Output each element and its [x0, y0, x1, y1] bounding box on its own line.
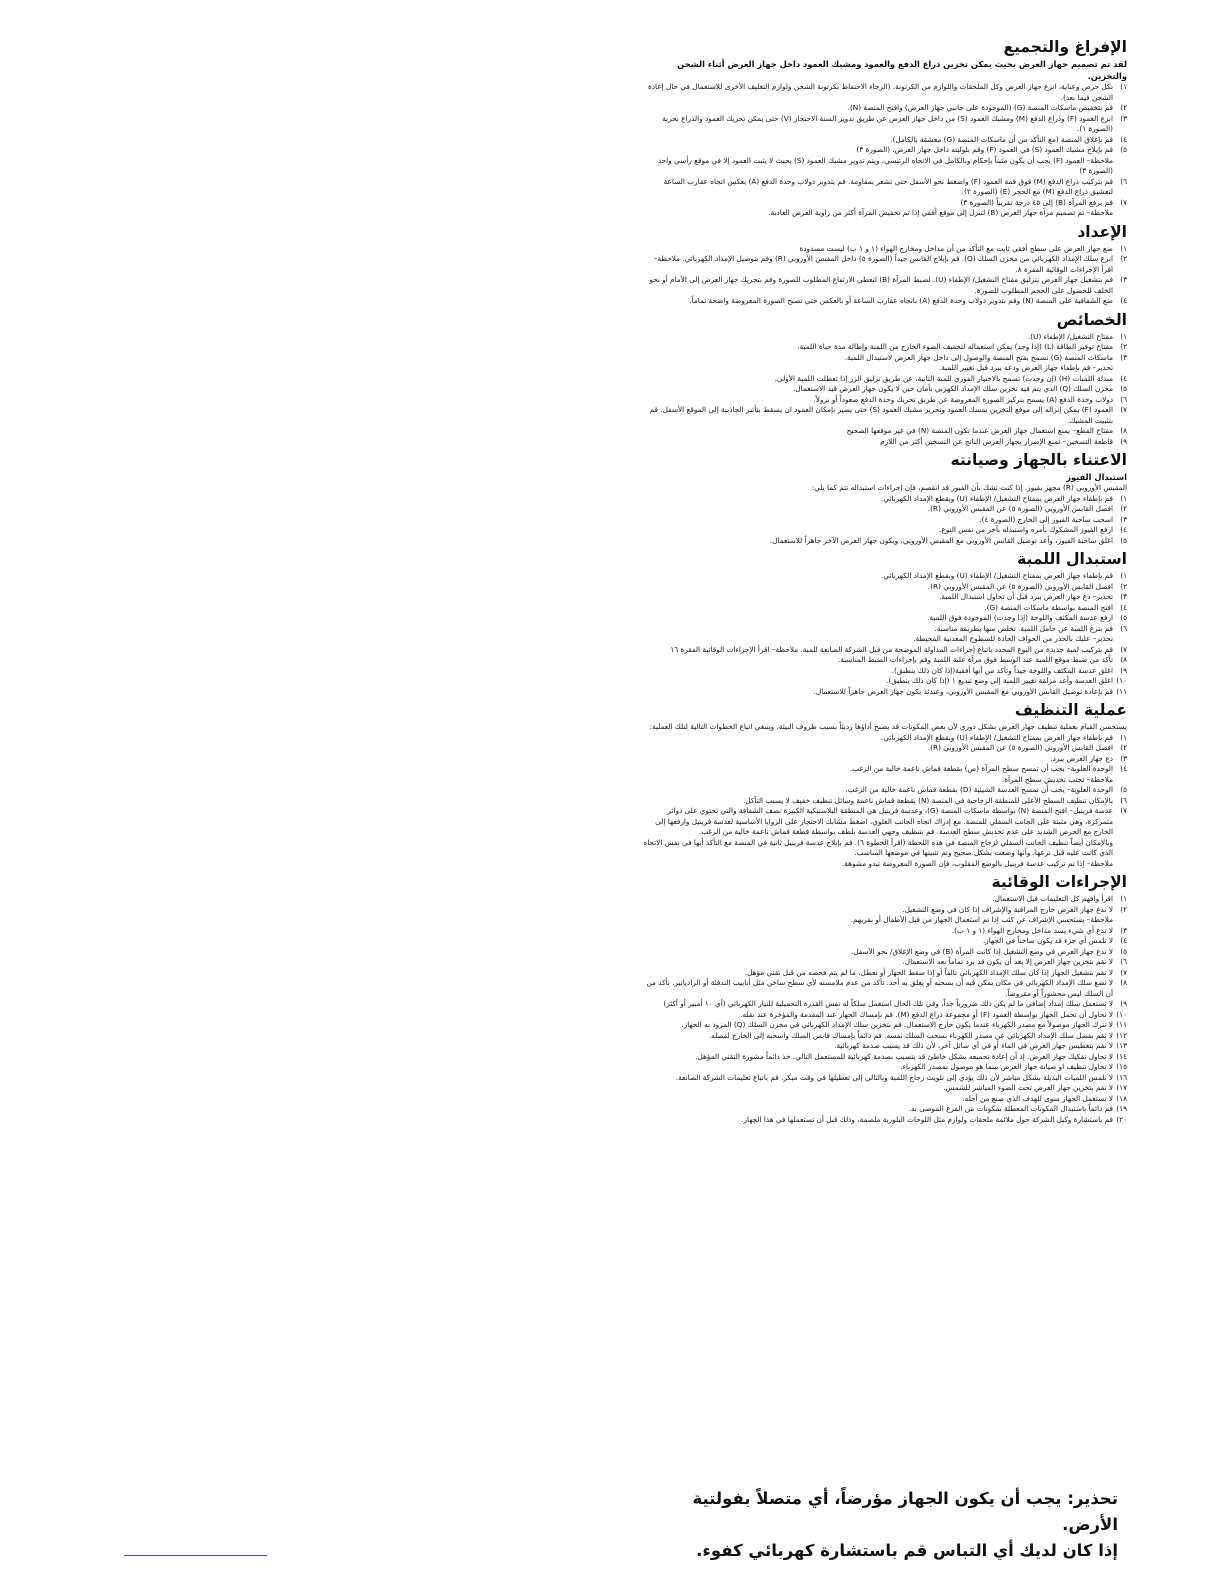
list-item — [640, 536, 1127, 547]
section-title: الاعتناء بالجهاز وصيانته — [950, 451, 1127, 469]
item-number: ٦) — [1120, 957, 1127, 966]
list-item — [640, 103, 1127, 114]
grounding-warning — [640, 1486, 1118, 1564]
item-text: قم بإيلاج مشبك العمود (S) في العمود (F) وقم بلولبته داخل جهاز العرض. (الصورة ٣) — [856, 145, 1113, 154]
item-number: ١٠) — [1116, 676, 1127, 685]
list-item — [640, 353, 1127, 374]
item-number: ٨) — [1120, 655, 1127, 664]
list-item — [640, 947, 1127, 958]
list-item — [640, 592, 1127, 603]
item-number: ١٦) — [1116, 1072, 1127, 1082]
list-item — [640, 145, 1127, 177]
item-number: ٤) — [1120, 296, 1127, 305]
item-text: اغلق ساحبة الفيوز، وأعد توصيل القابس الأوروبي مع المقبس الأوروبي، ويكون جهاز العرض الآخر جاهزاً للاستعمال. — [769, 535, 1113, 545]
item-text: قم بنزع اللمبة عن حامل اللمبة. تخلص منها بطريقة مناسبة. — [934, 623, 1113, 633]
warning-line-2: إذا كان لديك أي التباس قم باستشارة كهربائي كفوء. — [696, 1541, 1118, 1560]
item-number: ٢) — [1120, 342, 1127, 351]
section-title: استبدال اللمبة — [1017, 550, 1127, 568]
item-text: مفتاح توفير الطاقة (L) (إذا وجد) يمكن استعماله لتخفيف الضوء الخارج من اللمبة وإطالة مدة حياة اللمبة. — [797, 342, 1113, 351]
list-item — [640, 796, 1127, 807]
item-note: ملاحظة– يستحسن الإشراف عن كثب إذا تم استعمال الجهاز من قبل الأطفال أو بقربهم. — [850, 915, 1113, 924]
item-text: مخزن السلك (Q) الذي يتم فيه تخزين سلك الإمداد الكهربي بأمان حين لا يكون جهاز العرض قيد الاستعمال. — [793, 384, 1113, 393]
item-text: ماسكات المنصة (G) تسمح بفتح المنصة والوصول إلى داخل جهاز العرض لاستبدال اللمبة. — [844, 352, 1113, 362]
item-number: ٥) — [1120, 535, 1127, 545]
section-6 — [640, 700, 1127, 869]
item-number: ١٤) — [1116, 1051, 1127, 1061]
item-text: لا تستعمل الجهاز سوى للهدف الذي صنع من أجله. — [962, 1093, 1113, 1103]
item-text: لا تلمس اللمبات البديلة بشكل مباشر لأن ذلك يؤدي إلى تلويث زجاج اللمبة وبالتالي إلى تعطيلها في وقت مبكر. قم باتباع تعليمات الشركة الصانعة. — [675, 1072, 1113, 1082]
item-number: ٢) — [1120, 504, 1127, 513]
list-item — [640, 1062, 1127, 1073]
item-number: ٦) — [1120, 176, 1127, 186]
list-item — [640, 1094, 1127, 1105]
item-number: ٦) — [1120, 795, 1127, 805]
item-note: ملاحظة– تجنب تخديش سطح المرآة. — [1001, 774, 1113, 784]
item-text: قم بإطفاء جهاز العرض بمفتاح التشغيل/ الإطفاء (U) وبقطع الإمداد الكهربائي. — [881, 571, 1113, 580]
list-item — [640, 571, 1127, 582]
section-subtitle: استبدال الفيوز — [1066, 472, 1127, 482]
item-number: ٢) — [1120, 904, 1127, 914]
list-item — [640, 582, 1127, 593]
list-item — [640, 114, 1127, 135]
item-number: ٣) — [1120, 925, 1127, 935]
item-text: قم برفع المرآة (B) إلى ٤٥ درجة تقريباً (الصورة ٣) — [960, 197, 1113, 207]
item-number: ٩) — [1120, 436, 1127, 446]
item-text: ضع جهاز العرض على سطح أفقي ثابت مع التأكد من أن مداخل ومخارج الهواء (١ و ١ ب) ليست مسدودة — [799, 243, 1113, 253]
item-number: ١٣) — [1116, 1041, 1127, 1050]
section-1 — [640, 37, 1127, 219]
item-number: ٣) — [1120, 275, 1127, 284]
item-text: لا تضع سلك الإمداد الكهربائي في مكان يمكن فيه أن يسحبه أو يعلق به أحد. تأكد من عدم ملامسته لأي سطح ساخن مثل أنابيب التدفئة أو الرادياتير. تأكد من أن السلك ليس محشوراً أو مقروصاً. — [646, 978, 1113, 998]
item-text: افتح المنصة بواسطة ماسكات المنصة (G). — [984, 602, 1113, 612]
section-title: عملية التنظيف — [1014, 701, 1127, 719]
item-number: ٧) — [1120, 405, 1127, 414]
item-note: تحذير– عليك بالحذر من الحواف الحادة للسطوح المعدنية المحيطة. — [913, 634, 1113, 643]
numbered-list — [640, 332, 1127, 448]
item-number: ٨) — [1120, 978, 1127, 987]
list-item — [640, 926, 1127, 937]
item-text: افصل القابس الأوروبي (الصورة ٥) عن المقبس الأوروبي (R). — [927, 581, 1113, 591]
item-number: ١٠) — [1116, 1009, 1127, 1019]
item-number: ٥) — [1120, 384, 1127, 393]
section-paragraph: يستحسن القيام بعملية تنظيف جهاز العرض بشكل دوري لأن بعض المكونات قد يصبح أداؤها رديئاً بسبب ظروف البيئة. وينبغي اتباع الخطوات التالية لتلك العملية: — [649, 722, 1127, 731]
section-7 — [640, 872, 1127, 1125]
list-item — [640, 1020, 1127, 1031]
item-number: ٧) — [1120, 644, 1127, 654]
warning-line-1: تحذير: يجب أن يكون الجهاز مؤرضاً، أي متصلاً بفولتية الأرض. — [692, 1489, 1118, 1534]
list-item — [640, 275, 1127, 296]
item-number: ١٢) — [1116, 1030, 1127, 1040]
item-number: ٣) — [1120, 352, 1127, 362]
item-number: ١٧) — [1116, 1083, 1127, 1092]
item-text: لا تقم بفصل سلك الإمداد الكهربائي عن مصدر الكهرباء بسحب السلك نفسه. قم دائماً بإمساك قابس السلك واسحبه إلى الخارج لفصله. — [708, 1030, 1113, 1040]
item-text: لا تقم بتشغيل الجهاز إذا كان سلك الإمداد الكهربائي تالفاً أو إذا سقط الجهاز أو تعطل، ما لم يتم فحصه من قبل تقني مؤهل. — [744, 967, 1113, 977]
item-number: ٧) — [1120, 806, 1127, 815]
item-text: ارفع الفيوز المشكوك بأمره واستبدله بآخر من نفس النوع. — [939, 525, 1113, 534]
item-number: ٤) — [1120, 373, 1127, 383]
numbered-list — [640, 571, 1127, 697]
list-item — [640, 437, 1127, 448]
item-text: الوحدة العلوية– يجب أن تمسح سطح المرآة (ص) بقطعة قماش ناعمة خالية من الزغب. — [849, 764, 1113, 773]
item-text: اقرأ وافهم كل التعليمات قبل الاستعمال. — [992, 894, 1113, 903]
list-item — [640, 374, 1127, 385]
item-text: دولاب وحدة الدفع (A) يسمح بتركيز الصورة المعروضة عن طريق تحريك وحدة الدفع صعوداً أو نزولاً. — [813, 394, 1113, 404]
item-number: ٣) — [1120, 113, 1127, 123]
item-text: مبدلة اللمبات (H) (إن وجدت) تسمح بالاختيار الفوري للمبة الثانية، عن طريق تزليق الزر إذا تعطلت اللمبة الأولى. — [774, 373, 1113, 383]
item-number: ٩) — [1120, 665, 1127, 675]
item-text: لا تستعمل سلك إمداد إضافي ما لم يكن ذلك ضرورياً جداً، وفي تلك الحال استعمل سلكاً له نفس القدرة التحميلية للتيار الكهربائي (أي ١٠ أمبير أو أكثر) — [663, 999, 1113, 1008]
item-text: لا تقم بتغطيس جهاز العرض في الماء أو في أي سائل آخر، لأن ذلك قد يسبب صدمة كهربائية. — [834, 1041, 1113, 1050]
section-5 — [640, 549, 1127, 697]
item-note: تحذير– قم بإطفاء جهاز العرض ودعه يبرد قبل تغيير اللمبة. — [938, 363, 1113, 372]
section-title: الإعداد — [1077, 222, 1127, 241]
item-text: الوحدة العلوية– يجب أن تمسح العدسة الشيئية (D) بقطعة قماش ناعمة خالية من الزغب. — [845, 785, 1113, 794]
item-number: ١٨) — [1116, 1093, 1127, 1103]
item-text: قم باستشارة وكيل الشركة حول ملائمة ملحقات ولوازم مثل اللوحات البلورية ملصمة، وذلك قبل أن تستعملها في هذا الجهاز. — [741, 1114, 1113, 1124]
footer-rule — [124, 1555, 267, 1556]
list-item — [640, 296, 1127, 307]
list-item — [640, 135, 1127, 146]
item-text: لا تقم بتخزين جهاز العرض إلا بعد أن يكون قد برد تماماً بعد الاستعمال. — [902, 957, 1113, 966]
list-item — [640, 754, 1127, 765]
list-item — [640, 1104, 1127, 1115]
list-item — [640, 624, 1127, 645]
list-item — [640, 504, 1127, 515]
list-item — [640, 395, 1127, 406]
list-item — [640, 515, 1127, 526]
numbered-list — [640, 82, 1127, 219]
list-item — [640, 384, 1127, 395]
item-number: ٩) — [1120, 999, 1127, 1008]
item-number: ٢) — [1120, 743, 1127, 752]
section-3 — [640, 310, 1127, 448]
item-text: لا تدع جهاز العرض خارج المراقبة والإشراف إذا كان في وضع التشغيل. — [902, 904, 1113, 914]
item-number: ١) — [1120, 732, 1127, 742]
item-text: قم بإطفاء جهاز العرض بمفتاح التشغيل/ الإطفاء (U) وبقطع الإمداد الكهربائي. — [881, 732, 1113, 742]
item-number: ١٥) — [1116, 1062, 1127, 1071]
section-4 — [640, 450, 1127, 546]
item-note: ملاحظة– العمود (F) يجب أن يكون مثبتاً بإحكام وبالكامل في الاتجاه الرئيسي، ويتم تدوير مشبك العمود (S) بحيث لا يثبت العمود إلا في موقع رأسي واحد (الصورة ٣) — [657, 155, 1113, 175]
list-item — [640, 645, 1127, 656]
list-item — [640, 332, 1127, 343]
item-text: مفتاح القطع– يمنع استعمال جهاز العرض عندما تكون المنصة (N) في غير موقعها الصحيح — [846, 426, 1113, 435]
section-title: الإفراغ والتجميع — [1003, 38, 1127, 56]
item-text: لا تقم بتخزين جهاز العرض تحت الضوء المباشر للشمس. — [943, 1083, 1113, 1092]
item-text: افصل القابس الأوروبي (الصورة ٥) عن المقبس الأوروبي (R). — [927, 504, 1113, 513]
list-item — [640, 613, 1127, 624]
list-item — [640, 936, 1127, 947]
section-title: الإجراءات الوقائية — [991, 873, 1127, 891]
list-item — [640, 666, 1127, 677]
list-item — [640, 905, 1127, 926]
item-text: قم بإغلاق المنصة (مع التأكد من أن ماسكات المنصة (G) معشقة بالكامل). — [890, 134, 1113, 144]
item-text: تحذير– دع جهاز العرض يبرد قبل أن تحاول استبدال اللمبة. — [939, 592, 1113, 601]
item-text: قم دائماً باستبدال المكونات المعطلة بمكونات من الفرع الموصى به. — [908, 1104, 1113, 1113]
list-item — [640, 177, 1127, 198]
item-number: ١) — [1120, 82, 1127, 91]
item-number: ٧) — [1120, 967, 1127, 977]
item-text: لا تلمس أي جزء قد يكون ساخناً في الجهاز. — [982, 936, 1113, 945]
item-text: مفتاح التشغيل/ الإطفاء (U). — [1027, 331, 1113, 341]
list-item — [640, 1031, 1127, 1042]
list-item — [640, 655, 1127, 666]
list-item — [640, 1115, 1127, 1126]
list-item — [640, 603, 1127, 614]
list-item — [640, 687, 1127, 698]
item-text: العمود (F) يمكن إنزاله إلى موقع التخزين بمسك العمود وتحرير مشبك العمود (S) حتى يصير بإمكان العمود ان يسقط بتأثير الجاذبية إلى الموقع الأسفل. قم بتثبيت المشبك. — [649, 405, 1113, 425]
item-text: تأكد من ضبط موقع اللمبة عند الوسط فوق مرآة علبة اللمبة وقم بإجراءات الضبط المناسبة. — [837, 655, 1113, 664]
list-item — [640, 743, 1127, 754]
item-number: ٣) — [1120, 753, 1127, 763]
list-item — [640, 1010, 1127, 1021]
numbered-list — [640, 244, 1127, 307]
item-number: ٥) — [1120, 145, 1127, 154]
item-number: ٢٠) — [1116, 1114, 1127, 1124]
list-item — [640, 254, 1127, 275]
item-text: قم بإطفاء جهاز العرض بمفتاح التشغيل/ الإطفاء (U) وبقطع الإمداد الكهربائي. — [881, 493, 1113, 503]
item-number: ٢) — [1120, 103, 1127, 112]
item-number: ٤) — [1120, 134, 1127, 144]
item-number: ١١) — [1116, 686, 1127, 696]
list-item — [640, 198, 1127, 219]
item-text: قم بتخفيض ماسكات المنصة (G) (الموجودة على جانبي جهاز العرض) وافتح المنصة (N). — [847, 103, 1113, 112]
item-text: بكل حرص وعناية، انزع جهاز العرض وكل الملحقات واللوازم من الكرتونة. (الرجاء الاحتفاظ بكرتونة الشحن ولوازم التغليف الأخرى للاستعمال في حال إعادة الشحن فيما بعد). — [647, 82, 1113, 102]
item-text: قاطعة التسخين– تمنع الإضرار بجهاز العرض الناتج عن التسخين أكثر من اللازم — [880, 436, 1113, 446]
list-item — [640, 426, 1127, 437]
item-number: ٣) — [1120, 514, 1127, 524]
item-number: ٦) — [1120, 623, 1127, 633]
item-number: ٥) — [1120, 785, 1127, 794]
item-text: انزع سلك الإمداد الكهربائي من مخزن السلك (Q). قم بإيلاج القابس جيداً (الصورة ٥) داخل المقبس الأوروبي (R) وقم بتوصيل الإمداد الكهربائي. ملاحظة– اقرأ الإجراءات الوقائية الفقرة ٨. — [653, 254, 1113, 274]
section-intro: لقد تم تصميم جهاز العرض بحيث يمكن تخزين ذراع الدفع والعمود ومشبك العمود داخل جهاز العرض أثناء الشحن والتخزين. — [677, 59, 1127, 81]
section-2 — [640, 222, 1127, 307]
manual-document — [640, 34, 1127, 1532]
item-text: بالإمكان تنظيف السطح الأعلى للمنطقة الزجاجية في المنصة (N) بقطعة قماش ناعمة وسائل تنظيف خفيف لا يسبب التآكل. — [743, 795, 1113, 805]
item-text: لا تحاول أن تحمل الجهاز بواسطة العمود (F) أو مجموعة ذراع الدفع (M). قم بإمساك الجهاز عند المقدمة والمؤخرة عند نقله. — [740, 1009, 1113, 1019]
list-item — [640, 1041, 1127, 1052]
item-number: ٦) — [1120, 394, 1127, 404]
item-text: افصل القابس الأوروبي (الصورة ٥) عن المقبس الأوروبي (R). — [927, 743, 1113, 752]
item-number: ٣) — [1120, 592, 1127, 601]
list-item — [640, 957, 1127, 968]
item-number: ٧) — [1120, 197, 1127, 207]
list-item — [640, 764, 1127, 785]
list-item — [640, 1052, 1127, 1063]
list-item — [640, 1083, 1127, 1094]
item-number: ٤) — [1120, 764, 1127, 773]
item-number: ٤) — [1120, 936, 1127, 945]
item-text: ارفع عدسة المكثف واللوحة (إذا وجدت) الموجودة فوق اللمبة. — [927, 613, 1113, 622]
list-item — [640, 978, 1127, 999]
item-note: ملاحظة– تم تصميم مرآة جهاز العرض (B) لتنزل إلى موقع أفقي إذا تم تخفيض المرآة أكثر من زاوية العرض العادية. — [768, 208, 1113, 217]
list-item — [640, 494, 1127, 505]
list-item — [640, 342, 1127, 353]
item-number: ٨) — [1120, 426, 1127, 435]
item-text: لا تحاول تفكيك جهاز العرض. إذ أن إعادة تجميعه بشكل خاطئ قد يتسبب بصدمة كهربائية للمستعمل التالي. خذ دائماً مشورة التقني المؤهل. — [695, 1051, 1113, 1061]
list-item — [640, 405, 1127, 426]
item-text: قم بإعادة توصيل القابس الأوروبي مع المقبس الأوروبي، وعندئذ يكون جهاز العرض جاهزاً للاستعمال. — [813, 686, 1113, 696]
section-paragraph: المقبس الأوروبي (R) مجهز بفيوز. إذا كنت تشك بأن الفيوز قد انقصم، فإن إجراءات استبداله تتم كما يلي: — [811, 483, 1127, 492]
list-item — [640, 525, 1127, 536]
item-text: لا تدع جهاز العرض في وضع التشغيل إذا كانت المرآة (B) في وضع الإغلاق/ نحو الأسفل. — [850, 946, 1113, 956]
item-text: اغلق العدسة وأعد مزلقة تغيير اللمبة إلى وضع تبديع ١ (إذا كان ذلك ينطبق). — [886, 676, 1113, 685]
item-number: ١) — [1120, 894, 1127, 903]
item-text: ضع الشفافية على المنصة (N) وقم بتدوير دولاب وحدة الدفع (A) باتجاه عقارب الساعة أو بالعكس حتى تصبح الصورة المعروضة واضحة تماماً. — [689, 296, 1113, 305]
item-note: وبالإمكان أيضاً تنظيف الجانب السفلي لزجاج المنصة في هذه اللحظة (اقرأ الخطوة ٦). قم بإيلاج عدسة فرينيل ثانية في المنصة مع التأكد أنها في نفس الاتجاه الذي كانت عليه قبل نزعها، وأنها وضعت بشكل صحيح وتم تثبيتها في موضعها المناسب. — [643, 837, 1113, 857]
list-item — [640, 894, 1127, 905]
item-number: ٢) — [1120, 581, 1127, 591]
item-number: ٤) — [1120, 602, 1127, 612]
item-text: قم بتشغيل جهاز العرض بتزليق مفتاح التشغيل/ الإطفاء (U). لضبط المرآة (B) لتعطي الارتفاع المطلوب للصورة وقم بتحريك جهاز العرض إلى الأمام أو نحو الخلف للحصول على الحجم المطلوب للصورة. — [649, 275, 1113, 295]
list-item — [640, 1073, 1127, 1084]
list-item — [640, 676, 1127, 687]
list-item — [640, 733, 1127, 744]
item-text: لا تحاول تنظيف او صيانة جهاز العرض بينما هو موصول بمصدر الكهرباء. — [900, 1062, 1113, 1071]
item-number: ١) — [1120, 243, 1127, 253]
item-text: قم بتركيب ذراع الدفع (M) فوق قمة العمود (F) واضغط نحو الأسفل حتى تشعر بمقاومة. قم بتدوير دولاب وحدة الدفع (A) بعكس اتجاه عقارب الساعة لتعشيق ذراع الدفع (M) مع الحجر (E) (الصورة ٢). — [663, 176, 1113, 196]
item-text: لا تدع أي شيء يسد مداخل ومخارج الهواء (١ و ١ ب). — [951, 925, 1113, 935]
item-number: ١) — [1120, 493, 1127, 503]
list-item — [640, 806, 1127, 869]
item-text: عدسة فرينيل– افتح المنصة (N) بواسطة ماسكات المنصة (G)، وعدسة فرينيل هي المنطقة البلاستيكية الكبيرة نصف الشفافة والتي تحتوي على دوائر متمركزة، وهي مثبتة على الجانب السفلي للمنصة. مع إدراك اتجاه الجانب العلوي، اضغط مشابك الاحتجاز على الزوايا الأساسية لعدسة فرينيل وارفعها إلى الخارج مع الحرص الشديد على عدم تخديش سطح العدسة. قم بتنظيف وجهي العدسة بلطف بواسطة قطعة قماش ناعمة خالية من الزغب. — [655, 806, 1113, 836]
item-number: ١) — [1120, 331, 1127, 341]
numbered-list — [640, 494, 1127, 547]
item-number: ١) — [1120, 571, 1127, 580]
item-number: ١٩) — [1116, 1104, 1127, 1113]
item-text: لا تترك الجهاز موصولاً مع مصدر الكهرباء عندما يكون خارج الاستعمال. قم بتخزين سلك الإمداد الكهربائي في مخزن السلك (Q) المزود به الجهاز. — [681, 1020, 1113, 1029]
item-text: انزع العمود (F) وذراع الدفع (M) ومشبك العمود (S) من داخل جهاز العرض عن طريق تدوير السنة الاحتجاز (V) حتى يمكن تحريك العمود والذراع بحرية (الصورة ١). — [662, 113, 1113, 133]
item-text: اغلق عدسة المكثف واللوحة جيداً وتأكد من أنها أفقية(إذا كان ذلك ينطبق). — [891, 665, 1113, 675]
item-number: ٢) — [1120, 254, 1127, 263]
item-number: ٤) — [1120, 525, 1127, 534]
item-number: ٥) — [1120, 946, 1127, 956]
list-item — [640, 999, 1127, 1010]
list-item — [640, 244, 1127, 255]
item-note: ملاحظة– إذا تم تركيب عدسة فرينيل بالوضع المقلوب، فإن الصورة المعروضة تبدو مشوهة. — [841, 858, 1113, 868]
item-text: قم بتركيب لمبة جديدة من النوع المحدد باتباع إجراءات المداولة الموضحة من قبل الشركة الصانعة للمبة. ملاحظة– اقرأ الإجراءات الوقائية الفقرة ١٦ — [670, 644, 1113, 654]
numbered-list — [640, 733, 1127, 870]
item-text: دع جهاز العرض يبرد. — [1050, 753, 1113, 763]
item-number: ١١) — [1116, 1020, 1127, 1029]
section-title: الخصائص — [1056, 310, 1127, 329]
list-item — [640, 785, 1127, 796]
numbered-list — [640, 894, 1127, 1125]
list-item — [640, 968, 1127, 979]
item-number: ٥) — [1120, 613, 1127, 622]
item-text: اسحب ساحبة الفيوز إلى الخارج (الصورة ٤). — [979, 514, 1113, 524]
list-item — [640, 82, 1127, 103]
